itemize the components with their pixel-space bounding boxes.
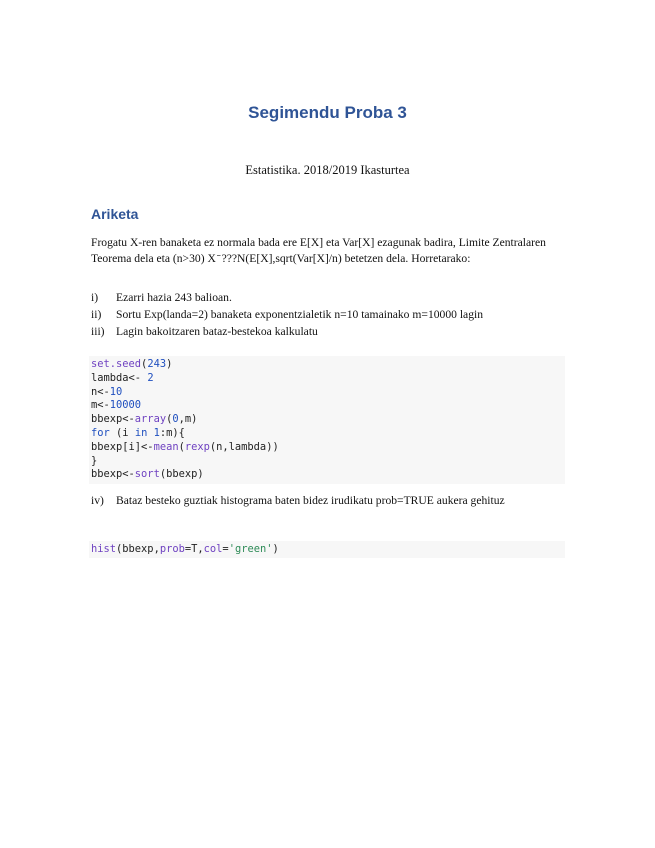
list-number: ii) [91, 308, 102, 321]
list-item [91, 306, 571, 323]
intro-paragraph: Frogatu X-ren banaketa ez normala bada ere E[X] eta Var[X] ezagunak badira, Limite Zentralaren Teorema dela eta (n>30) X ̄ ???N(E[X],sqrt(Var[X]/n) betetzen dela. Horretarako: [91, 236, 546, 265]
list-text: Ezarri hazia 243 balioan. [116, 291, 232, 304]
code-line: hist(bbexp,prob=T,col='green') [91, 543, 279, 555]
code-line: n<-10 [91, 385, 123, 398]
code-line: lambda<- 2 [91, 371, 154, 384]
code-line: bbexp<-sort(bbexp) [91, 468, 204, 481]
list-item [91, 323, 571, 340]
section-heading: Ariketa [91, 206, 139, 222]
code-line: bbexp<-array(0,m) [91, 413, 198, 426]
code-line: bbexp[i]<-mean(rexp(n,lambda)) [91, 440, 279, 453]
code-line: for (i in 1:m){ [91, 426, 185, 439]
list-text: Lagin bakoitzaren bataz-bestekoa kalkulatu [116, 325, 318, 338]
code-block-hist [89, 541, 565, 558]
list-number: iii) [91, 325, 105, 338]
steps-list-continued [91, 493, 571, 509]
code-line: m<-10000 [91, 399, 142, 412]
code-block [89, 356, 565, 484]
code-line: set.seed(243) [91, 358, 173, 370]
steps-list [91, 289, 571, 340]
list-text: Bataz besteko guztiak histograma baten bidez irudikatu prob=TRUE aukera gehituz [116, 494, 505, 507]
list-number: i) [91, 291, 99, 304]
document-title: Segimendu Proba 3 [248, 103, 407, 122]
document-subtitle: Estatistika. 2018/2019 Ikasturtea [245, 163, 410, 177]
list-item [91, 289, 571, 306]
code-line: } [91, 454, 98, 467]
list-text: Sortu Exp(landa=2) banaketa exponentzialetik n=10 tamainako m=10000 lagin [116, 308, 484, 321]
list-number: iv) [91, 494, 104, 507]
list-item [91, 493, 571, 509]
